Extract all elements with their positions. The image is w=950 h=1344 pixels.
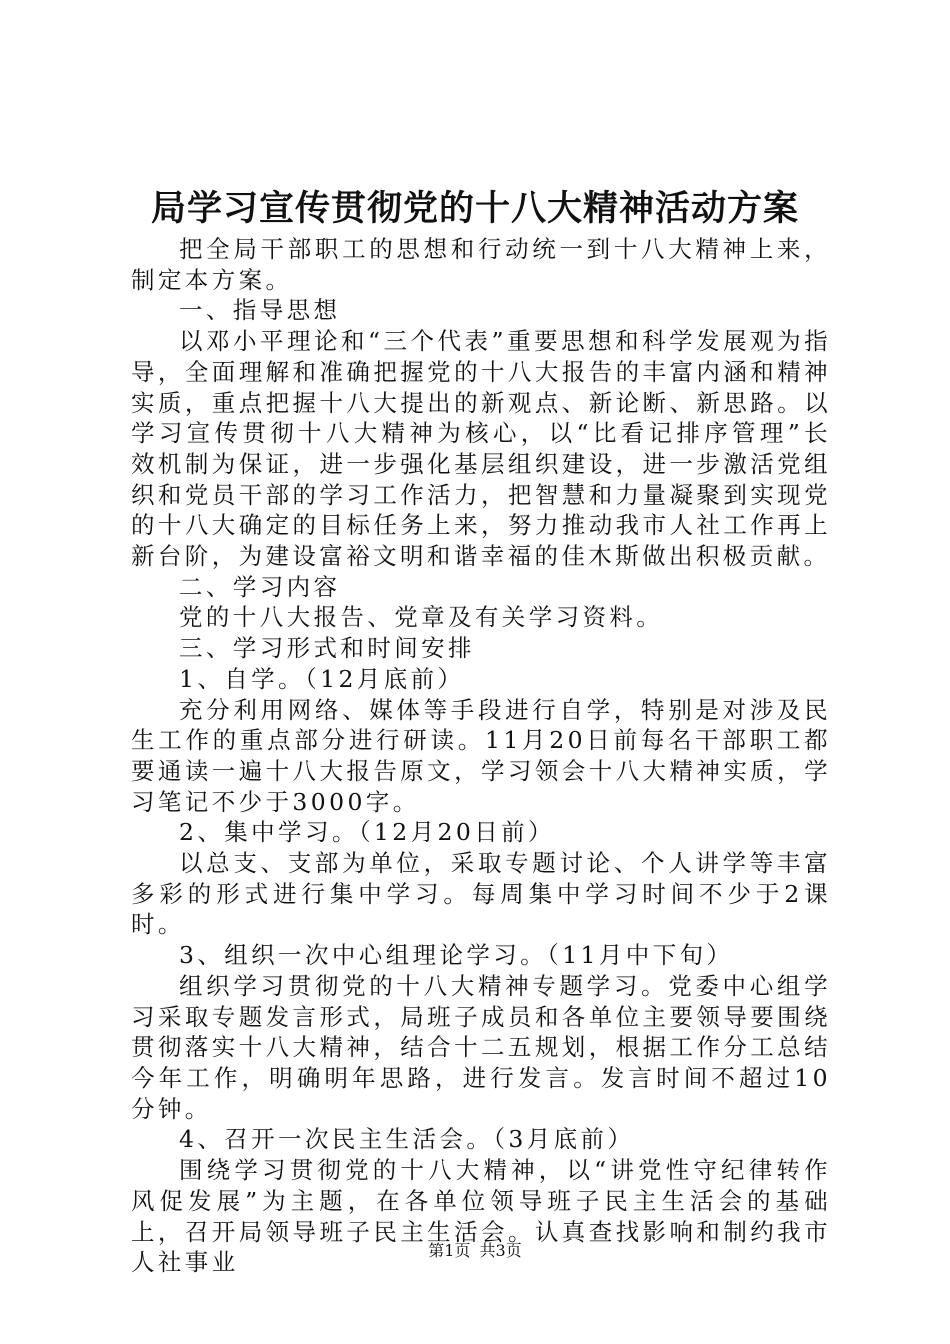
self-study-paragraph: 充分利用网络、媒体等手段进行自学，特别是对涉及民生工作的重点部分进行研读。11月20日前每名干部职工都要通读一遍十八大报告原文，学习领会十八大精神实质，学习笔记不少于3000字。	[131, 695, 831, 816]
subheading-group-study: 2、集中学习。（12月20日前）	[179, 818, 555, 847]
guiding-thought-paragraph: 以邓小平理论和“三个代表”重要思想和科学发展观为指导，全面理解和准确把握党的十八大报告的丰富内涵和精神实质，重点把握十八大提出的新观点、新论断、新思路。以学习宣传贯彻十八大精神为核心，以“比看记排序管理”长效机制为保证，进一步强化基层组织建设，进一步激活党组织和党员干部的学习工作活力，把智慧和力量凝聚到实现党的十八大确定的目标任务上来，努力推动我市人社工作再上新台阶，为建设富裕文明和谐幸福的佳木斯做出积极贡献。	[131, 327, 831, 571]
study-content-paragraph: 党的十八大报告、党章及有关学习资料。	[179, 603, 664, 632]
page-total: 共3页	[479, 1241, 522, 1260]
center-group-study-paragraph: 组织学习贯彻党的十八大精神专题学习。党委中心组学习采取专题发言形式，局班子成员和各单位主要领导要围绕贯彻落实十八大精神，结合十二五规划，根据工作分工总结今年工作，明确明年思路，进行发言。发言时间不超过10分钟。	[131, 971, 831, 1123]
group-study-paragraph: 以总支、支部为单位，采取专题讨论、个人讲学等丰富多彩的形式进行集中学习。每周集中学习时间不少于2课时。	[131, 849, 831, 939]
democratic-meeting-paragraph: 围绕学习贯彻党的十八大精神，以“讲党性守纪律转作风促发展”为主题，在各单位领导班子民主生活会的基础上，召开局领导班子民主生活会。认真查找影响和制约我市人社事业	[131, 1156, 831, 1277]
document-body	[131, 234, 831, 1278]
intro-paragraph: 把全局干部职工的思想和行动统一到十八大精神上来，制定本方案。	[131, 235, 831, 294]
document-title: 局学习宣传贯彻党的十八大精神活动方案	[150, 188, 799, 229]
section-heading-study-form: 三、学习形式和时间安排	[179, 634, 475, 663]
section-heading-study-content: 二、学习内容	[179, 572, 341, 601]
subheading-center-group-study: 3、组织一次中心组理论学习。（11月中下旬）	[179, 941, 734, 970]
page-number: 第1页	[428, 1241, 471, 1260]
subheading-democratic-meeting: 4、召开一次民主生活会。（3月底前）	[179, 1125, 635, 1154]
page-footer	[0, 1241, 950, 1261]
section-heading-guiding-thought: 一、指导思想	[179, 296, 341, 325]
subheading-self-study: 1、自学。（12月底前）	[179, 664, 465, 693]
